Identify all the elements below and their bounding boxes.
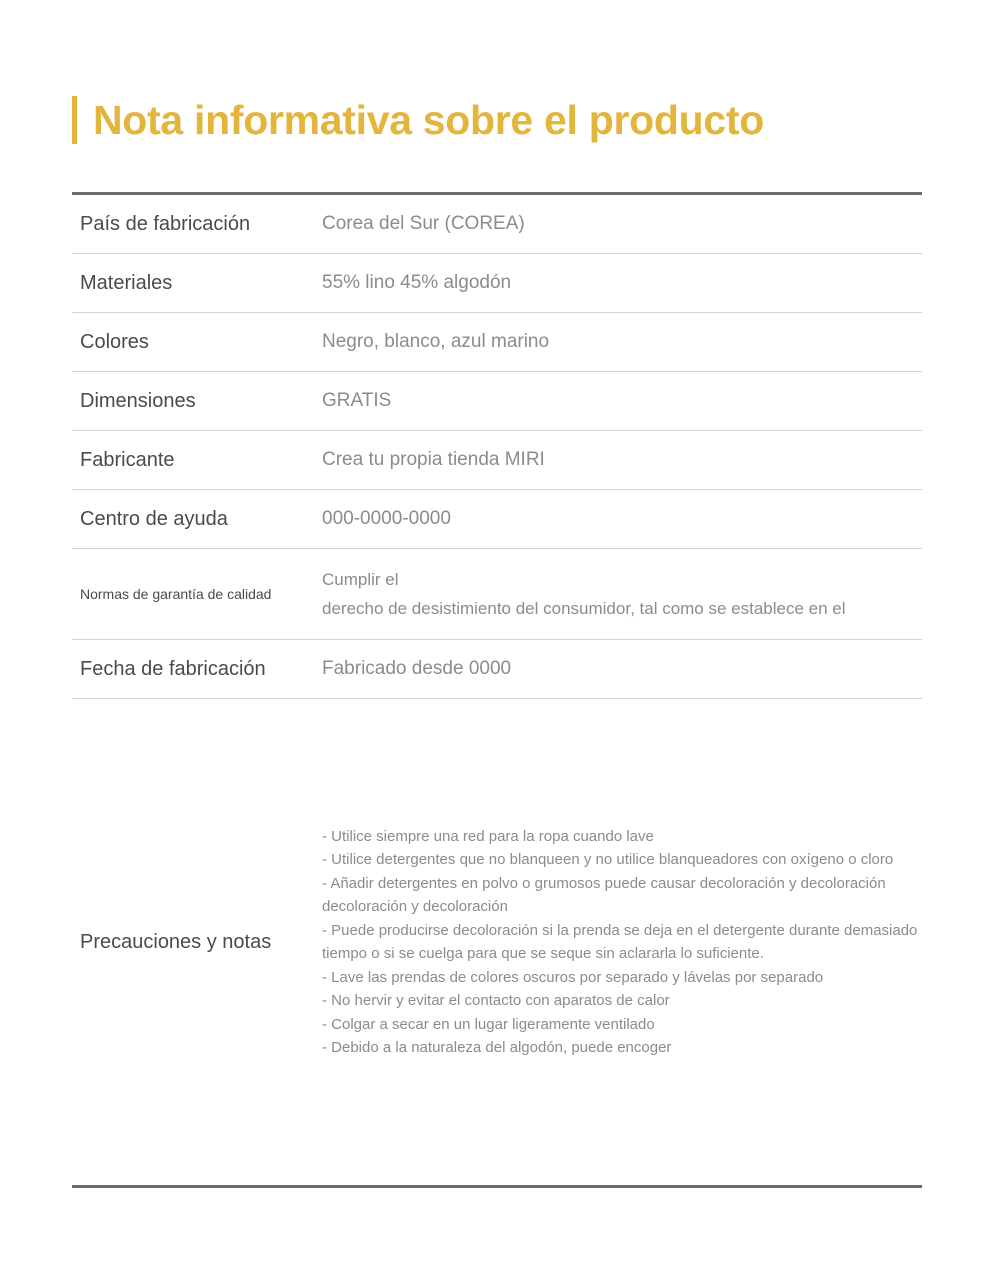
row-label: Colores [80,331,149,353]
row-value: Negro, blanco, azul marino [322,330,550,352]
precaution-line: - No hervir y evitar el contacto con aparatos de calor [322,992,670,1009]
product-info-table [72,192,922,1188]
title-accent-bar [72,96,77,144]
row-label: Fabricante [80,449,175,471]
row-label: País de fabricación [80,213,251,235]
warranty-line-2: derecho de desistimiento del consumidor, tal como se establece en el [322,599,846,618]
row-label: Normas de garantía de calidad [80,585,272,602]
table-row [72,372,922,431]
row-label: Materiales [80,272,173,294]
row-label: Precauciones y notas [80,931,272,953]
precaution-line: - Lave las prendas de colores oscuros por separado y lávelas por separado [322,968,824,986]
table-row [72,313,922,372]
precaution-line: - Colgar a secar en un lugar ligeramente ventilado [322,1015,655,1033]
row-label: Dimensiones [80,390,196,412]
row-value [322,565,922,623]
row-value [322,825,922,1060]
table-row [72,490,922,549]
row-value: 55% lino 45% algodón [322,271,512,293]
precaution-line: - Puede producirse decoloración si la prenda se deja en el detergente durante demasiado tiempo o si se cuelga para que se seque sin aclararla lo suficiente. [322,921,918,962]
table-row [72,254,922,313]
row-value: Corea del Sur (COREA) [322,212,525,234]
row-value: GRATIS [322,389,392,411]
row-value: 000-0000-0000 [322,507,451,529]
page-title [72,88,764,152]
precaution-line: - Debido a la naturaleza del algodón, puede encoger [322,1039,672,1056]
table-row-precautions [72,699,922,1185]
precaution-line: - Utilice detergentes que no blanqueen y no utilice blanqueadores con oxígeno o cloro [322,851,894,868]
table-row-warranty [72,549,922,640]
row-label: Centro de ayuda [80,508,228,530]
row-label: Fecha de fabricación [80,658,266,680]
page-title-text: Nota informativa sobre el producto [93,96,764,143]
table-row [72,431,922,490]
row-value: Crea tu propia tienda MIRI [322,448,545,470]
row-value: Fabricado desde 0000 [322,657,512,679]
warranty-line-1: Cumplir el [322,570,399,589]
table-row [72,195,922,254]
table-row [72,640,922,699]
precaution-line: - Añadir detergentes en polvo o grumosos puede causar decoloración y decoloración decoloración y decoloración [322,874,886,915]
precaution-line: - Utilice siempre una red para la ropa cuando lave [322,827,654,845]
